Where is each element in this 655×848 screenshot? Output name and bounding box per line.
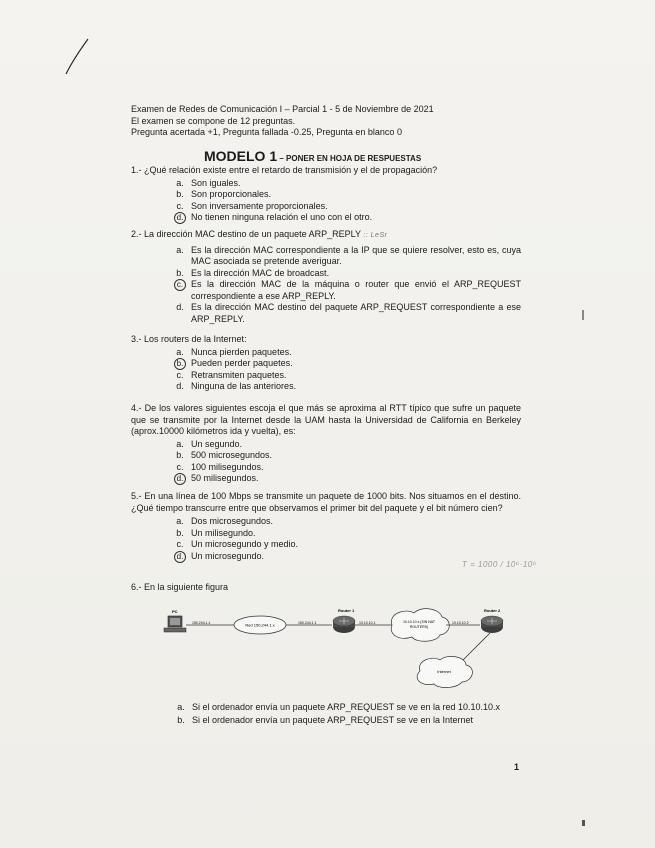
option-c: c. Retransmiten paquetes. — [176, 369, 287, 380]
option-d-circled: d. No tienen ninguna relación el uno con el otro. — [174, 212, 521, 224]
internet-label: Internet — [437, 669, 451, 674]
question-text: 2.- La dirección MAC destino de un paquete ARP_REPLY :: LeSr — [131, 229, 388, 239]
question-text: 6.- En la siguiente figura — [131, 582, 229, 592]
option-d-circled: d. 50 milisegundos. — [174, 473, 521, 485]
r2-left-ip-label: 10.10.10.2 — [452, 621, 469, 625]
router1-label: Router 1 — [338, 608, 355, 613]
question-6-options — [175, 701, 535, 727]
exam-header — [131, 104, 531, 139]
option-d: d. Ninguna de las anteriores. — [176, 381, 297, 391]
question-6 — [131, 582, 521, 594]
option-a: a. Es la dirección MAC correspondiente a la IP que se quiere resolver, esto es, cuya MAC asociada se pretende averiguar. — [176, 244, 521, 266]
option-a: a. Un segundo. — [176, 438, 243, 449]
question-1 — [131, 165, 521, 224]
page-number: 1 — [514, 762, 520, 772]
title-sub: – PONER EN HOJA DE RESPUESTAS — [277, 154, 422, 163]
scan-mark — [582, 820, 585, 826]
header-line-3: Pregunta acertada +1, Pregunta fallada -0.25, Pregunta en blanco 0 — [131, 127, 402, 137]
pc-icon — [164, 616, 186, 632]
question-5 — [131, 491, 521, 562]
link-r2-internet — [460, 633, 490, 663]
question-text: 5.- En una línea de 100 Mbps se transmite un paquete de 1000 bits. Nos situamos en el destino. ¿Qué tiempo transcurre entre que observamos el primer bit del paquete y el bit número cien? — [131, 491, 521, 513]
cloud-label-2: ROUTERS) — [409, 625, 429, 629]
option-d-circled: d. Un microsegundo. — [174, 551, 521, 563]
margin-pencil-note: T = 1000 / 10⁶·10⁶ — [462, 560, 537, 569]
question-text: 1.- ¿Qué relación existe entre el retardo de transmisión y el de propagación? — [131, 165, 438, 175]
option-b: b. Un milisegundo. — [176, 527, 256, 538]
net-left-label: Red 150.244.1.x — [245, 622, 275, 628]
option-b: b. Son proporcionales. — [176, 189, 272, 199]
option-b: b. Si el ordenador envía un paquete ARP_REQUEST se ve en la Internet — [177, 715, 474, 725]
option-a: a. Son iguales. — [176, 177, 241, 188]
option-a: a. Si el ordenador envía un paquete ARP_REQUEST se ve en la red 10.10.10.x — [177, 702, 501, 712]
header-line-2: El examen se compone de 12 preguntas. — [131, 115, 296, 126]
pen-stroke — [62, 36, 92, 78]
router2-label: Router 2 — [484, 608, 501, 613]
question-3 — [131, 334, 521, 393]
option-b-circled: b. Pueden perder paquetes. — [174, 358, 521, 370]
network-diagram — [160, 605, 520, 695]
handwritten-annotation: :: LeSr — [363, 232, 388, 239]
r1-right-ip-label: 10.10.10.1 — [359, 621, 376, 625]
option-a: a. Nunca pierden paquetes. — [176, 346, 292, 357]
r1-left-ip-label: 150.244.1.1 — [298, 621, 317, 625]
router2-icon — [481, 616, 503, 633]
header-line-1: Examen de Redes de Comunicación I – Parcial 1 - 5 de Noviembre de 2021 — [131, 104, 434, 114]
title-main: MODELO 1 — [204, 148, 278, 164]
option-b: b. Es la dirección MAC de broadcast. — [176, 267, 330, 278]
pc-label: PC — [172, 609, 178, 614]
option-c: c. 100 milisegundos. — [176, 461, 264, 472]
question-4 — [131, 403, 521, 485]
option-a: a. Dos microsegundos. — [176, 516, 274, 526]
scan-mark — [582, 310, 584, 320]
option-d: d. Es la dirección MAC destino del paquete ARP_REQUEST correspondiente a ese ARP_REPLY. — [176, 302, 521, 324]
pc-ip-label: 150.244.1.1 — [192, 621, 211, 625]
option-c-circled: c. Es la dirección MAC de la máquina o router que envió el ARP_REQUEST correspondiente a ese ARP_REPLY. — [174, 279, 521, 302]
option-b: b. 500 microsegundos. — [176, 450, 273, 460]
cloud-label-1: 10.10.10.x (SIN NAT — [402, 620, 436, 624]
page-title — [204, 148, 421, 166]
option-c: c. Son inversamente proporcionales. — [176, 200, 328, 211]
question-text: 4.- De los valores siguientes escoja el que más se aproxima al RTT típico que sufre un paquete que se transmite por la Internet desde la UAM hasta la Universidad de California en Berkeley (aprox.10000 kilómetros ida y vuelta), es: — [131, 403, 521, 436]
router1-icon — [333, 616, 355, 633]
question-text: 3.- Los routers de la Internet: — [131, 334, 247, 344]
question-2 — [131, 229, 521, 325]
option-c: c. Un microsegundo y medio. — [176, 539, 299, 549]
